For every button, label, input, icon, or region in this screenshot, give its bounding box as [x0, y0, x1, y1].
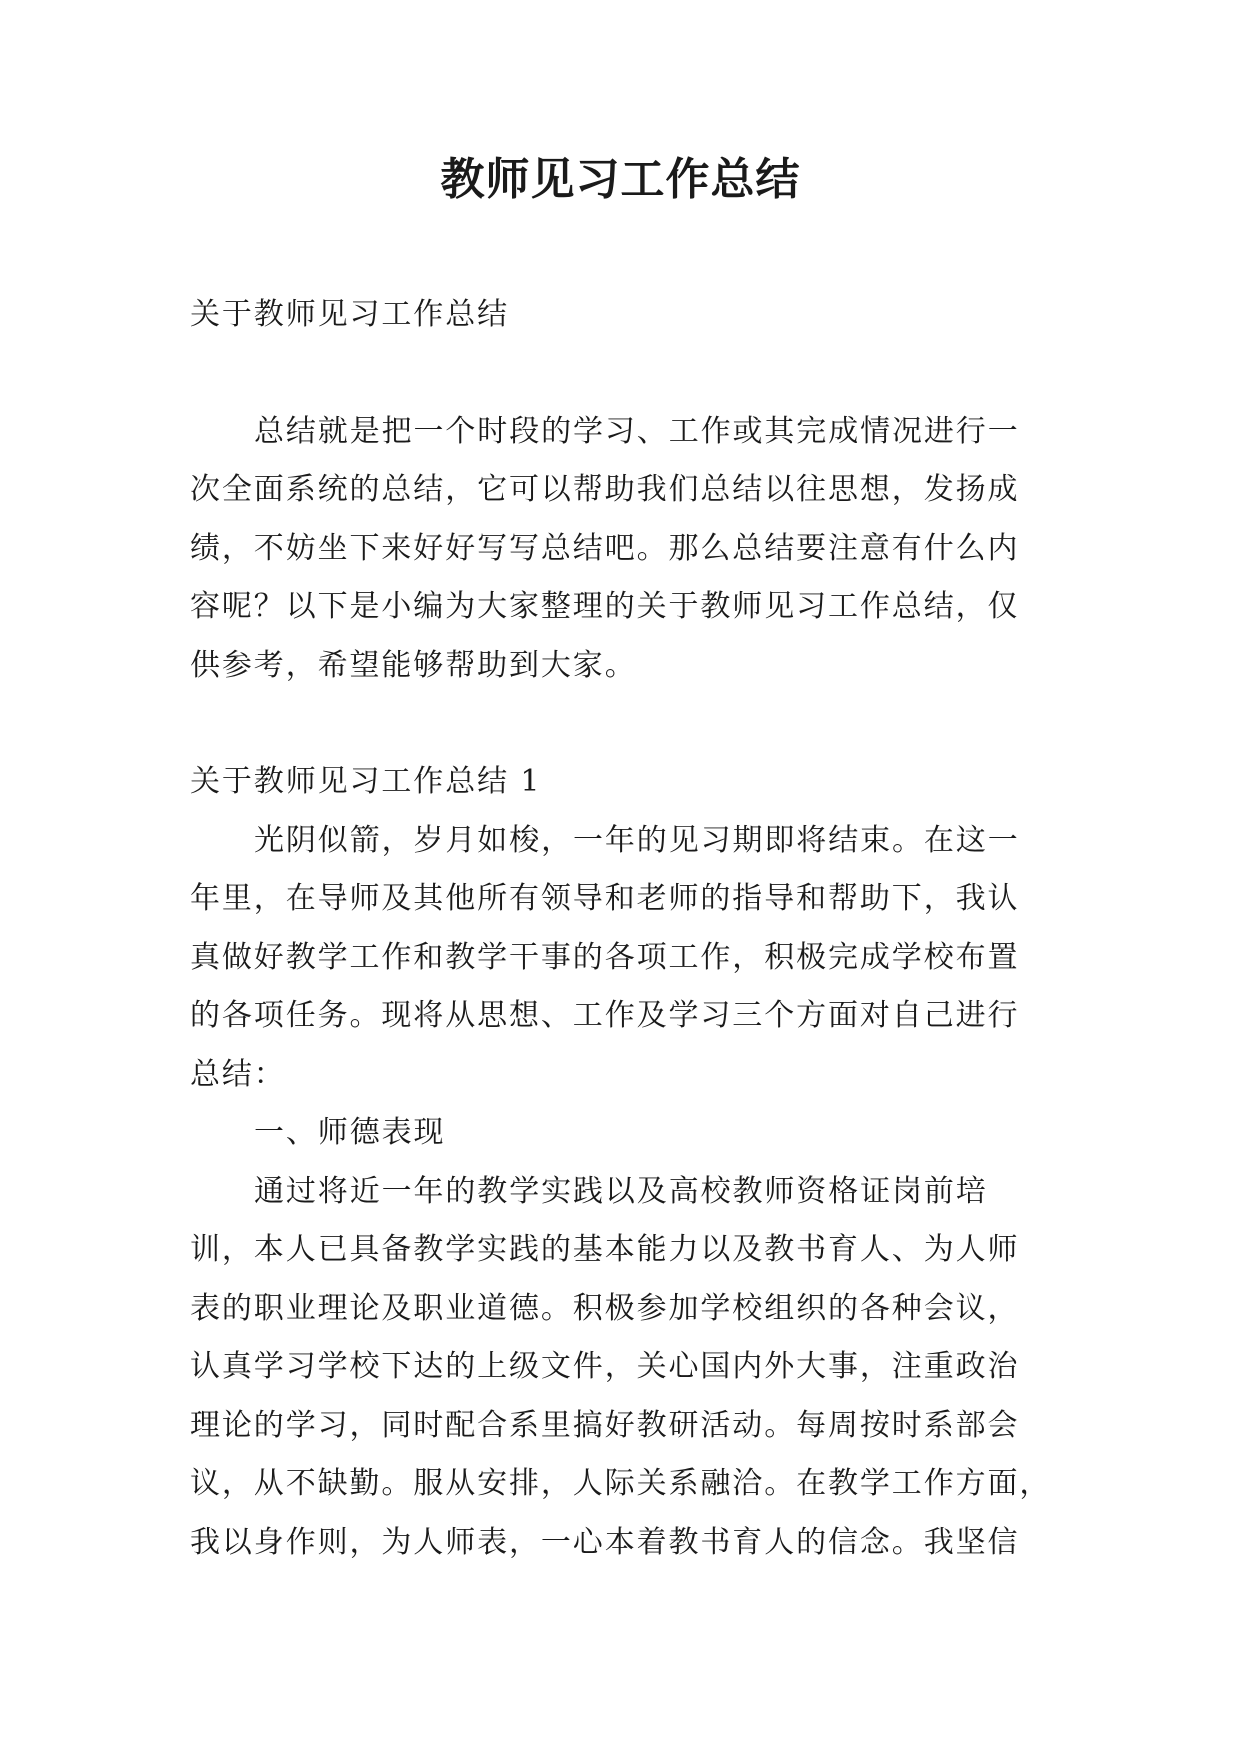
intro-line: 绩，不妨坐下来好好写写总结吧。那么总结要注意有什么内: [190, 530, 1020, 566]
document-body: [190, 286, 1050, 1572]
paragraph-line: 我以身作则，为人师表，一心本着教书育人的信念。我坚信: [190, 1524, 1020, 1560]
paragraph-spacer: [190, 345, 1050, 403]
section-paragraph: [190, 1163, 1050, 1573]
paragraph-line: 通过将近一年的教学实践以及高校教师资格证岗前培: [254, 1173, 988, 1209]
paragraph-line: 光阴似箭，岁月如梭，一年的见习期即将结束。在这一: [254, 822, 1020, 858]
paragraph-line: 真做好教学工作和教学干事的各项工作，积极完成学校布置: [190, 939, 1020, 975]
intro-line: 次全面系统的总结，它可以帮助我们总结以往思想，发扬成: [190, 472, 1020, 507]
intro-paragraph: [190, 403, 1050, 696]
paragraph-line: 表的职业理论及职业道德。积极参加学校组织的各种会议，: [190, 1290, 1020, 1326]
paragraph-line: 的各项任务。现将从思想、工作及学习三个方面对自己进行: [190, 998, 1020, 1033]
paragraph-line: 训，本人已具备教学实践的基本能力以及教书育人、为人师: [190, 1232, 1020, 1267]
intro-line: 容呢？以下是小编为大家整理的关于教师见习工作总结，仅: [190, 589, 1020, 624]
paragraph-line: 理论的学习，同时配合系里搞好教研活动。每周按时系部会: [190, 1407, 1020, 1443]
intro-line: 供参考，希望能够帮助到大家。: [190, 647, 637, 683]
paragraph-line: 认真学习学校下达的上级文件，关心国内外大事，注重政治: [190, 1349, 1020, 1384]
section-paragraph: [190, 812, 1050, 1105]
sub-heading: 一、师德表现: [254, 1115, 446, 1150]
paragraph-spacer: [190, 695, 1050, 753]
intro-line: 总结就是把一个时段的学习、工作或其完成情况进行一: [254, 413, 1020, 449]
paragraph-line: 年里，在导师及其他所有领导和老师的指导和帮助下，我认: [190, 881, 1020, 916]
paragraph-line: 总结：: [190, 1056, 286, 1092]
section-heading: 关于教师见习工作总结 1: [190, 764, 542, 799]
paragraph-line: 议，从不缺勤。服从安排，人际关系融洽。在教学工作方面，: [190, 1466, 1052, 1501]
document-subtitle: 关于教师见习工作总结: [190, 297, 509, 332]
document-title: 教师见习工作总结: [440, 154, 801, 205]
